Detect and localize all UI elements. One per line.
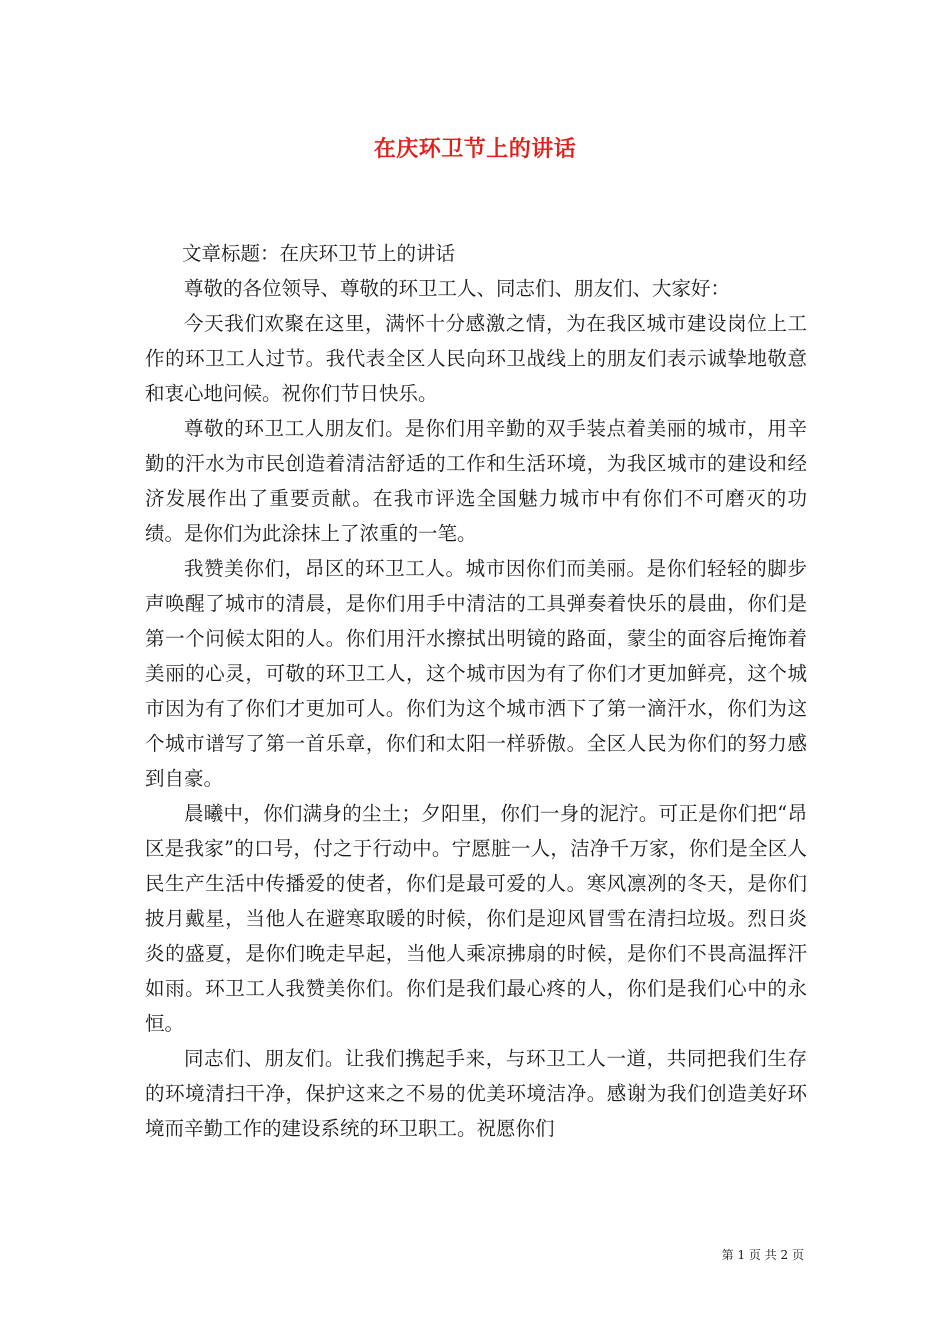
body-paragraph: 尊敬的环卫工人朋友们。是你们用辛勤的双手装点着美丽的城市，用辛勤的汗水为市民创造着清洁舒适的工作和生活环境，为我区城市的建设和经济发展作出了重要贡献。在我市评选全国魅力城市中有你们不可磨灭的功绩。是你们为此涂抹上了浓重的一笔。 bbox=[145, 417, 807, 545]
body-paragraph: 今天我们欢聚在这里，满怀十分感激之情，为在我区城市建设岗位上工作的环卫工人过节。我代表全区人民向环卫战线上的朋友们表示诚挚地敬意和衷心地问候。祝你们节日快乐。 bbox=[145, 312, 807, 405]
body-paragraph: 同志们、朋友们。让我们携起手来，与环卫工人一道，共同把我们生存的环境清扫干净，保护这来之不易的优美环境洁净。感谢为我们创造美好环境而辛勤工作的建设系统的环卫职工。祝愿你们 bbox=[145, 1047, 807, 1140]
page-number: 第 1 页 共 2 页 bbox=[721, 1248, 804, 1262]
greeting-paragraph: 尊敬的各位领导、尊敬的环卫工人、同志们、朋友们、大家好： bbox=[184, 277, 731, 300]
document-title: 在庆环卫节上的讲话 bbox=[373, 136, 577, 162]
body-paragraph: 我赞美你们，昂区的环卫工人。城市因你们而美丽。是你们轻轻的脚步声唤醒了城市的清晨，是你们用手中清洁的工具弹奏着快乐的晨曲，你们是第一个问候太阳的人。你们用汗水擦拭出明镜的路面，蒙尘的面容后掩饰着美丽的心灵，可敬的环卫工人，这个城市因为有了你们才更加鲜亮，这个城市因为有了你们才更加可人。你们为这个城市洒下了第一滴汗水，你们为这个城市谱写了第一首乐章，你们和太阳一样骄傲。全区人民为你们的努力感到自豪。 bbox=[145, 557, 807, 790]
document-body bbox=[145, 236, 807, 1146]
article-title-line: 文章标题：在庆环卫节上的讲话 bbox=[182, 242, 456, 265]
body-paragraph: 晨曦中，你们满身的尘土；夕阳里，你们一身的泥泞。可正是你们把“昂区是我家”的口号，付之于行动中。宁愿脏一人，洁净千万家，你们是全区人民生产生活中传播爱的使者，你们是最可爱的人。寒风凛冽的冬天，是你们披月戴星，当他人在避寒取暖的时候，你们是迎风冒雪在清扫垃圾。烈日炎炎的盛夏，是你们晚走早起，当他人乘凉拂扇的时候，是你们不畏高温挥汗如雨。环卫工人我赞美你们。你们是我们最心疼的人，你们是我们心中的永恒。 bbox=[145, 802, 807, 1035]
